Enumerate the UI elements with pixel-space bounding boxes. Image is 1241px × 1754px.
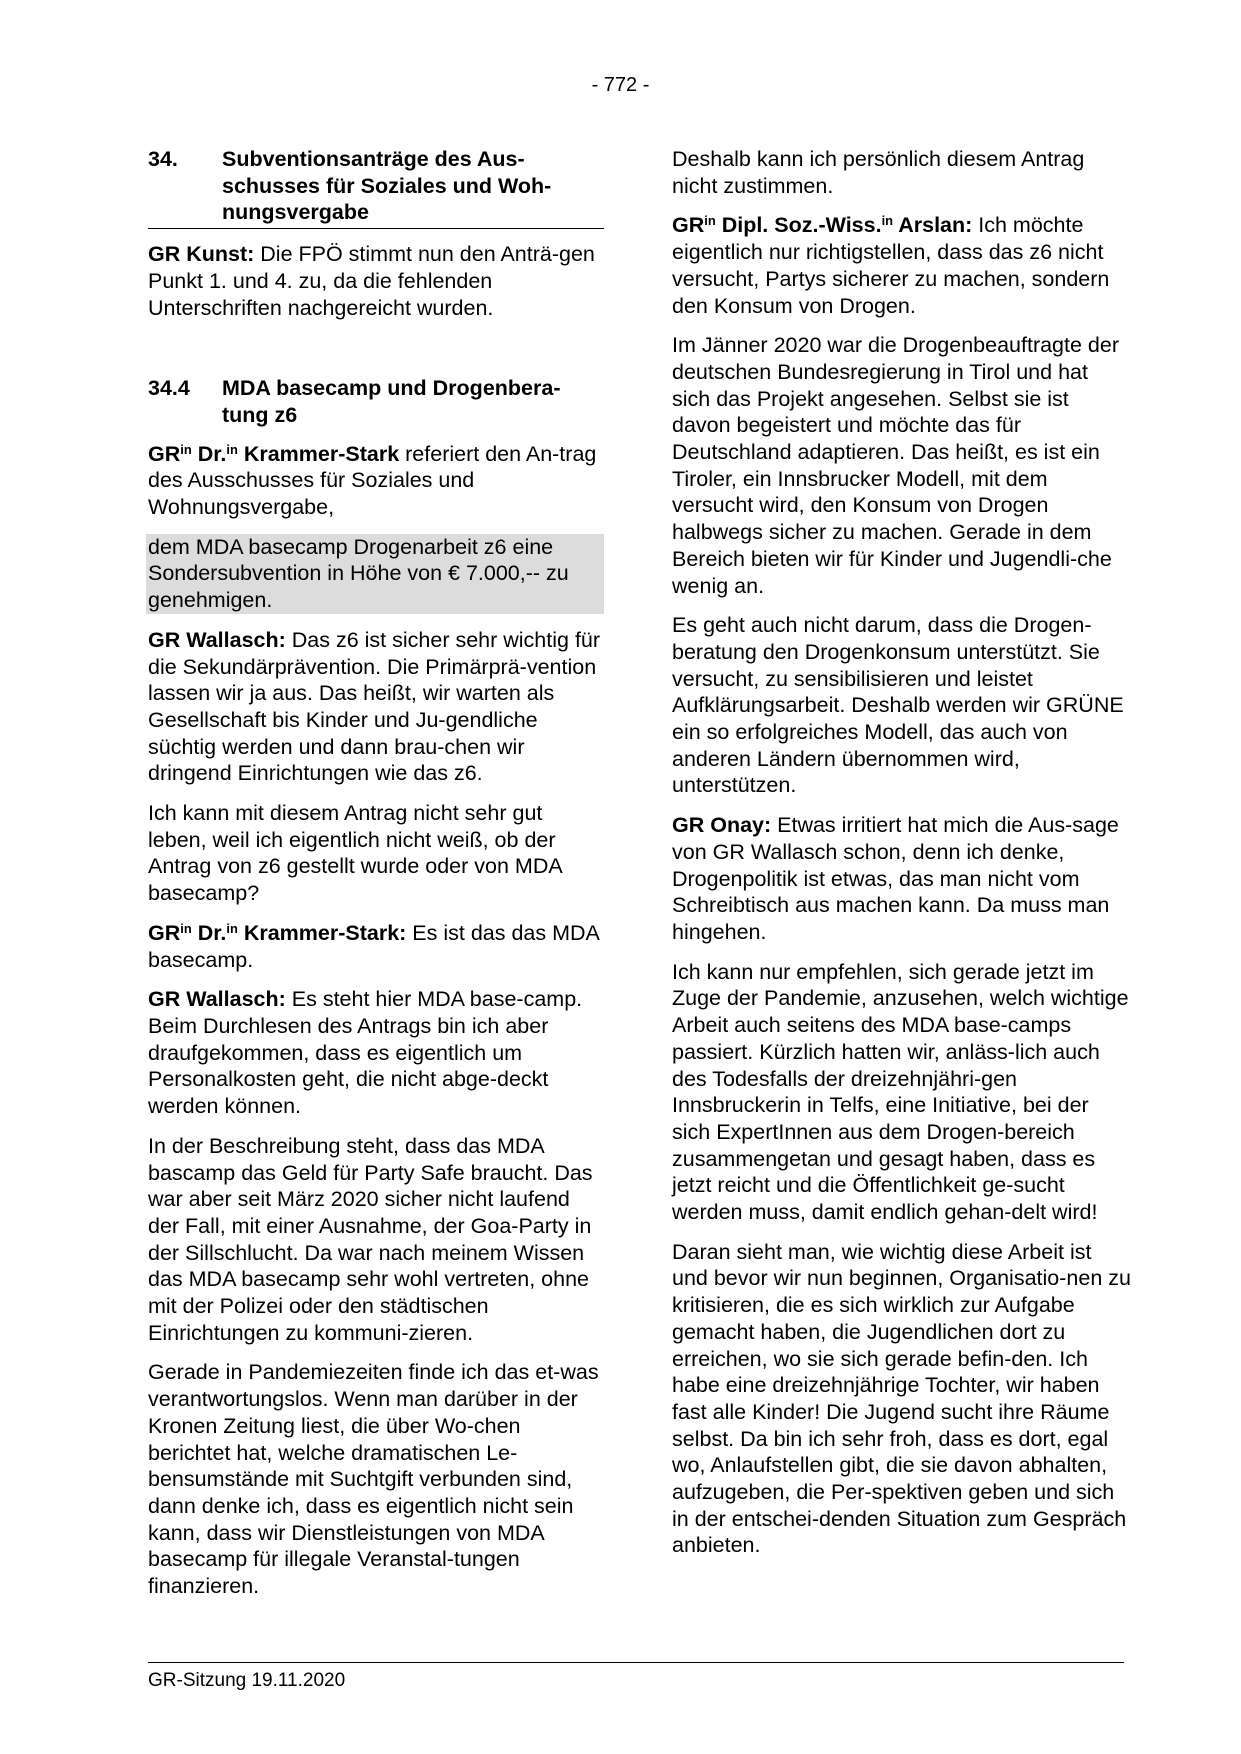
paragraph: Es geht auch nicht darum, dass die Drogen-beratung den Drogenkonsum unterstützt. Sie versucht, zu sensibilisieren und leistet Aufklärungsarbeit. Deshalb werden wir GRÜNE ein so erfolgreiches Modell, das auch von anderen Ländern übernommen wird, unterstützen. <box>672 613 1124 798</box>
speaker: $GR^{in}$ Dipl. Soz.-Wiss.$^{in}$ Arslan: <box>672 213 973 238</box>
paragraph-text: Etwas irritiert hat mich die Aus-sage von GR Wallasch schon, denn ich denke, Drogenpolitik ist etwas, das man nicht vom Schreibtisch aus machen kann. Da muss man hingehen. <box>672 813 1119 944</box>
subsection-number: 34.4 <box>148 376 190 401</box>
paragraph: Daran sieht man, wie wichtig diese Arbeit ist und bevor wir nun beginnen, Organisatio-nen zu kritisieren, die es sich wirklich zur Aufgabe gemacht haben, die Jugendlichen dort zu erreichen, wo sie sich gerade befin-den. Ich habe eine dreizehnjährige Tochter, wir haben fast alle Kinder! Die Jugend sucht ihre Räume selbst. Da bin ich sehr froh, dass es dort, egal wo, Anlaufstellen gibt, die sie davon abhalten, aufzugeben, die Per-spektiven geben und sich in der entschei-denden Situation zum Gespräch anbieten. <box>672 1239 1131 1558</box>
speaker: $GR^{in}$ Dr.$^{in}$ Krammer-Stark: <box>148 920 407 945</box>
paragraph-text: Das z6 ist sicher sehr wichtig für die Sekundärprävention. Die Primärprä-vention lassen wir ja aus. Das heißt, wir warten als Gesellschaft bis Kinder und Ju-gendliche süchtig werden und dann brau-chen wir dringend Einrichtungen wie das z6. <box>148 627 601 786</box>
paragraph-text: Es steht hier MDA base-camp. Beim Durchlesen des Antrags bin ich aber draufgekommen, dass es eigentlich um Personalkosten geht, die nicht abge-deckt werden können. <box>148 987 583 1119</box>
paragraph-text: Es ist das das MDA basecamp. <box>148 920 599 972</box>
paragraph <box>148 920 604 973</box>
section-heading <box>148 146 604 229</box>
paragraph: Ich kann mit diesem Antrag nicht sehr gut leben, weil ich eigentlich nicht weiß, ob der Antrag von z6 gestellt wurde oder von MDA basecamp? <box>148 801 562 906</box>
speaker: GR Onay: <box>672 813 772 838</box>
speaker: $GR^{in}$ Dr.$^{in}$ Krammer-Stark <box>148 441 400 466</box>
paragraph <box>148 986 604 1120</box>
paragraph-text: Ich möchte eigentlich nur richtigstellen, dass das z6 nicht versucht, Partys sicherer zu machen, sondern den Konsum von Drogen. <box>672 213 1110 318</box>
paragraph-text: referiert den An-trag des Ausschusses für Soziales und Wohnungsvergabe, <box>148 441 597 520</box>
footer-text: GR-Sitzung 19.11.2020 <box>148 1670 346 1691</box>
page-number: - 772 - <box>591 74 650 96</box>
right-column <box>672 146 1132 1572</box>
paragraph: In der Beschreibung steht, dass das MDA bascamp das Geld für Party Safe braucht. Das war aber seit März 2020 sicher nicht laufend der Fall, mit einer Ausnahme, der Goa-Party in der Sillschlucht. Da war nach meinem Wissen das MDA basecamp sehr wohl vertreten, ohne mit der Polizei oder den städtischen Einrichtungen zu kommuni-zieren. <box>148 1133 593 1345</box>
paragraph: Deshalb kann ich persönlich diesem Antrag nicht zustimmen. <box>672 147 1085 198</box>
paragraph: Gerade in Pandemiezeiten finde ich das et-was verantwortungslos. Wenn man darüber in der Kronen Zeitung liest, die über Wo-chen berichtet hat, welche dramatischen Le-bensumstände mit Suchtgift verbunden sind, dann denke ich, dass es eigentlich nicht sein kann, dass wir Dienstleistungen von MDA basecamp für illegale Veranstal-tungen finanzieren. <box>148 1360 599 1599</box>
subsection-heading <box>148 375 604 428</box>
paragraph: Ich kann nur empfehlen, sich gerade jetzt im Zuge der Pandemie, anzusehen, welch wichtige Arbeit auch seitens des MDA base-camps passiert. Kürzlich hatten wir, anläss-lich auch des Todesfalls der dreizehnjähri-gen Innsbruckerin in Telfs, eine Initiative, bei der sich ExpertInnen aus dem Drogen-bereich zusammengetan und gesagt haben, dass es jetzt reicht und die Öffentlichkeit ge-sucht werden muss, damit endlich gehan-delt wird! <box>672 959 1129 1225</box>
section-title: Subventionsanträge des Aus-schusses für Soziales und Woh-nungsvergabe <box>222 147 552 225</box>
speaker: GR Wallasch: <box>148 627 286 652</box>
subsection-title: MDA basecamp und Drogenbera-tung z6 <box>222 376 561 427</box>
paragraph <box>672 212 1132 319</box>
motion-highlight: dem MDA basecamp Drogenarbeit z6 eine Sondersubvention in Höhe von € 7.000,-- zu genehmigen. <box>146 534 604 614</box>
paragraph-text: Die FPÖ stimmt nun den Anträ-gen Punkt 1. und 4. zu, da die fehlenden Unterschriften nachgereicht wurden. <box>148 242 595 320</box>
speaker: GR Kunst: <box>148 242 255 267</box>
paragraph <box>672 812 1132 946</box>
paragraph: Im Jänner 2020 war die Drogenbeauftragte der deutschen Bundesregierung in Tirol und hat sich das Projekt angesehen. Selbst sie ist davon begeistert und möchte das für Deutschland adaptieren. Das heißt, es ist ein Tiroler, ein Innsbrucker Modell, mit dem versucht wird, den Konsum von Drogen halbwegs sicher zu machen. Gerade in dem Bereich bieten wir für Kinder und Jugendli-che wenig an. <box>672 333 1119 598</box>
footer-divider <box>148 1662 1124 1663</box>
section-number: 34. <box>148 147 178 171</box>
speaker: GR Wallasch: <box>148 987 286 1012</box>
left-column <box>148 146 604 1613</box>
paragraph <box>148 441 604 521</box>
paragraph <box>148 241 604 321</box>
paragraph <box>148 627 604 787</box>
